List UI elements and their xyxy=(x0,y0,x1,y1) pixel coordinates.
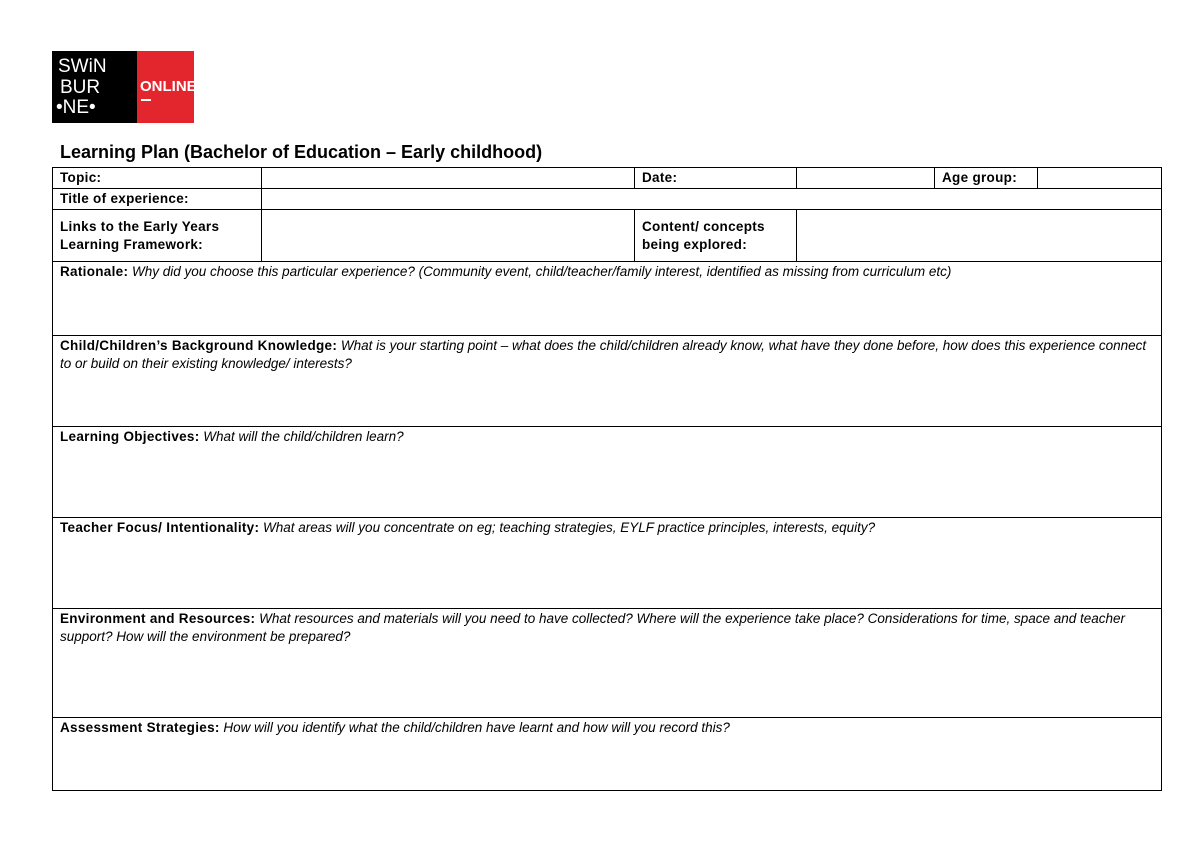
learning-objectives-field[interactable] xyxy=(53,427,1162,518)
eylf-links-label-line1: Links to the Early Years xyxy=(60,218,220,234)
logo-text-line2: BUR xyxy=(60,77,101,98)
title-of-experience-field[interactable] xyxy=(262,189,1162,210)
age-group-field[interactable] xyxy=(1038,168,1162,189)
topic-label: Topic: xyxy=(53,168,262,189)
assessment-strategies-question: How will you identify what the child/children have learnt and how will you record this? xyxy=(219,720,730,735)
topic-field[interactable] xyxy=(262,168,635,189)
logo-underline xyxy=(141,99,151,101)
header-row-links xyxy=(53,210,1162,262)
rationale-question: Why did you choose this particular experience? (Community event, child/teacher/family interest, identified as missing from curriculum etc) xyxy=(128,264,952,279)
background-knowledge-label: Child/Children’s Background Knowledge: xyxy=(60,338,338,353)
background-knowledge-field[interactable] xyxy=(53,336,1162,427)
content-concepts-label xyxy=(635,210,797,262)
background-knowledge-question: What is your starting point – what does the child/children already know, what have they done before, how does this experience connect to or build on their existing knowledge/ interests? xyxy=(60,338,1147,371)
logo-black-block xyxy=(52,51,137,123)
assessment-strategies-label: Assessment Strategies: xyxy=(60,720,220,735)
assessment-strategies-field[interactable] xyxy=(53,718,1162,791)
document-title: Learning Plan (Bachelor of Education – Early childhood) xyxy=(60,142,543,162)
section-environment-resources xyxy=(53,609,1162,718)
eylf-links-label xyxy=(53,210,262,262)
content-concepts-field[interactable] xyxy=(797,210,1162,262)
teacher-focus-field[interactable] xyxy=(53,518,1162,609)
learning-plan-table xyxy=(52,167,1162,791)
learning-objectives-label: Learning Objectives: xyxy=(60,429,200,444)
logo-online-text: ONLINE xyxy=(140,78,197,95)
eylf-links-label-line2: Learning Framework: xyxy=(60,236,203,252)
environment-resources-field[interactable] xyxy=(53,609,1162,718)
section-background-knowledge xyxy=(53,336,1162,427)
logo-text-line1: SWiN xyxy=(58,56,107,77)
section-rationale xyxy=(53,262,1162,336)
environment-resources-question: What resources and materials will you need to have collected? Where will the experience take place? Considerations for time, space and teacher support? How will the environment be prepared? xyxy=(60,611,1126,644)
title-of-experience-label: Title of experience: xyxy=(53,189,262,210)
header-row-title xyxy=(53,189,1162,210)
teacher-focus-label: Teacher Focus/ Intentionality: xyxy=(60,520,260,535)
logo-red-block xyxy=(137,51,197,123)
section-assessment-strategies xyxy=(53,718,1162,791)
environment-resources-label: Environment and Resources: xyxy=(60,611,256,626)
rationale-field[interactable] xyxy=(53,262,1162,336)
section-learning-objectives xyxy=(53,427,1162,518)
learning-objectives-question: What will the child/children learn? xyxy=(199,429,404,444)
logo-text-line3: •NE• xyxy=(56,97,96,118)
date-label: Date: xyxy=(635,168,797,189)
swinburne-online-logo xyxy=(52,51,197,123)
section-teacher-focus xyxy=(53,518,1162,609)
header-row-topic xyxy=(53,168,1162,189)
age-group-label: Age group: xyxy=(935,168,1038,189)
date-field[interactable] xyxy=(797,168,935,189)
content-concepts-label-line1: Content/ concepts xyxy=(642,218,765,234)
eylf-links-field[interactable] xyxy=(262,210,635,262)
teacher-focus-question: What areas will you concentrate on eg; teaching strategies, EYLF practice principles, interests, equity? xyxy=(259,520,876,535)
rationale-label: Rationale: xyxy=(60,264,129,279)
content-concepts-label-line2: being explored: xyxy=(642,236,748,252)
